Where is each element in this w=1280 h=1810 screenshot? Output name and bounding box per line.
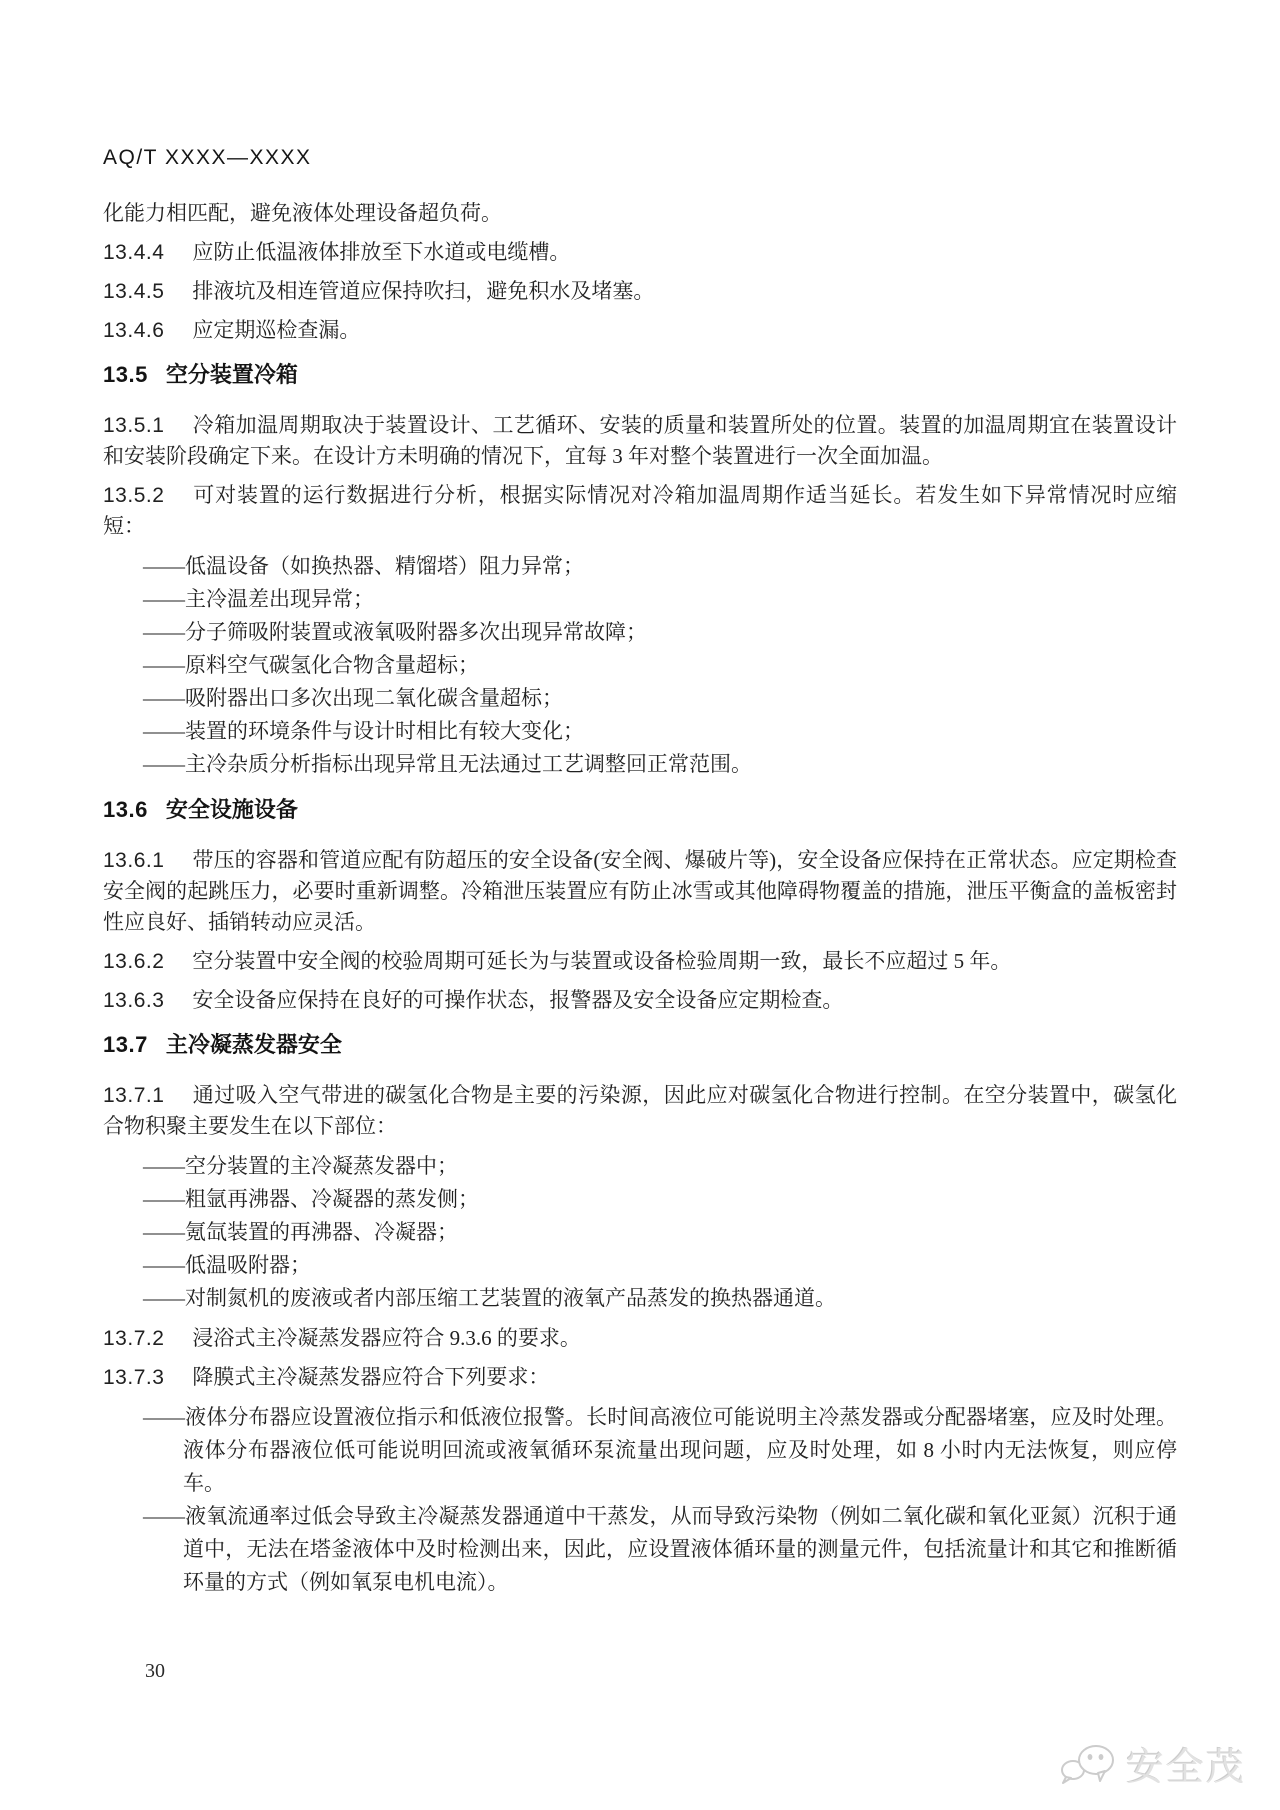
bullet-item: ——空分装置的主冷凝蒸发器中； — [143, 1154, 458, 1178]
clause-number: 13.6.2 — [103, 950, 165, 973]
bullet-list-13-7-3 — [103, 1401, 1177, 1599]
clause-13-6-2 — [103, 946, 1177, 977]
clause-text: 浸浴式主冷凝蒸发器应符合 9.3.6 的要求。 — [192, 1326, 581, 1350]
watermark-label: 安全茂 — [1125, 1747, 1246, 1789]
clause-number: 13.6.1 — [103, 849, 165, 872]
clause-number: 13.7.2 — [103, 1327, 165, 1350]
bullet-item: ——低温设备（如换热器、精馏塔）阻力异常； — [143, 554, 584, 578]
clause-text: 应定期巡检查漏。 — [192, 318, 361, 342]
clause-13-7-3 — [103, 1362, 1177, 1393]
clause-text: 安全设备应保持在良好的可操作状态，报警器及安全设备应定期检查。 — [192, 988, 844, 1012]
section-title: 空分装置冷箱 — [165, 362, 298, 387]
bullet-list-13-5-2 — [103, 550, 1177, 781]
wechat-chat-bubbles-icon — [1060, 1740, 1118, 1788]
bullet-item: ——低温吸附器； — [143, 1253, 311, 1277]
clause-number: 13.7.3 — [103, 1366, 165, 1389]
bullet-item: ——吸附器出口多次出现二氧化碳含量超标； — [143, 686, 563, 710]
clause-text: 化能力相匹配，避免液体处理设备超负荷。 — [103, 201, 502, 225]
clause-text: 冷箱加温周期取决于装置设计、工艺循环、安装的质量和装置所处的位置。装置的加温周期宜在装置设计和安装阶段确定下来。在设计方未明确的情况下，宜每 3 年对整个装置进行一次全面加温。 — [103, 413, 1177, 468]
clause-number: 13.7.1 — [103, 1084, 165, 1107]
clause-text: 带压的容器和管道应配有防超压的安全设备(安全阀、爆破片等)，安全设备应保持在正常状态。应定期检查安全阀的起跳压力，必要时重新调整。冷箱泄压装置应有防止冰雪或其他障碍物覆盖的措施，泄压平衡盒的盖板密封性应良好、插销转动应灵活。 — [103, 848, 1177, 934]
section-number: 13.5 — [103, 362, 148, 387]
section-title: 安全设施设备 — [165, 797, 298, 822]
paragraph-continuation — [103, 198, 1177, 229]
bullet-list-13-7-1 — [103, 1150, 1177, 1315]
doc-code: AQ/T XXXX—XXXX — [103, 146, 312, 169]
page-number: 30 — [145, 1660, 165, 1682]
clause-13-5-1 — [103, 410, 1177, 472]
section-heading-13-7 — [103, 1032, 1177, 1058]
bullet-item: ——主冷温差出现异常； — [143, 587, 374, 611]
clause-13-5-2 — [103, 480, 1177, 542]
section-heading-13-5 — [103, 362, 1177, 388]
bullet-item: ——分子筛吸附装置或液氧吸附器多次出现异常故障； — [143, 620, 647, 644]
clause-number: 13.5.1 — [103, 414, 165, 437]
clause-number: 13.4.4 — [103, 241, 165, 264]
clause-13-4-5 — [103, 276, 1177, 307]
clause-text: 应防止低温液体排放至下水道或电缆槽。 — [192, 240, 571, 264]
clause-text: 可对装置的运行数据进行分析，根据实际情况对冷箱加温周期作适当延长。若发生如下异常情况时应缩短： — [103, 483, 1177, 538]
clause-13-6-3 — [103, 985, 1177, 1016]
clause-number: 13.4.5 — [103, 280, 165, 303]
clause-13-7-2 — [103, 1323, 1177, 1354]
clause-13-4-6 — [103, 315, 1177, 346]
section-number: 13.7 — [103, 1032, 148, 1057]
clause-text: 通过吸入空气带进的碳氢化合物是主要的污染源，因此应对碳氢化合物进行控制。在空分装置中，碳氢化合物积聚主要发生在以下部位： — [103, 1083, 1177, 1138]
bullet-item: ——主冷杂质分析指标出现异常且无法通过工艺调整回正常范围。 — [143, 752, 752, 776]
clause-number: 13.4.6 — [103, 319, 165, 342]
clause-13-6-1 — [103, 845, 1177, 938]
clause-number: 13.6.3 — [103, 989, 165, 1012]
clause-text: 排液坑及相连管道应保持吹扫，避免积水及堵塞。 — [192, 279, 655, 303]
watermark — [1060, 1736, 1246, 1791]
clause-13-7-1 — [103, 1080, 1177, 1142]
bullet-item: ——液氧流通率过低会导致主冷凝蒸发器通道中干蒸发，从而导致污染物（例如二氧化碳和氧化亚氮）沉积于通道中，无法在塔釜液体中及时检测出来，因此，应设置液体循环量的测量元件，包括流量计和其它和推断循环量的方式（例如氧泵电机电流）。 — [143, 1504, 1177, 1594]
clause-number: 13.5.2 — [103, 484, 165, 507]
document-body — [103, 198, 1177, 1607]
clause-text: 降膜式主冷凝蒸发器应符合下列要求： — [192, 1365, 550, 1389]
clause-13-4-4 — [103, 237, 1177, 268]
clause-text: 空分装置中安全阀的校验周期可延长为与装置或设备检验周期一致，最长不应超过 5 年。 — [192, 949, 1012, 973]
section-title: 主冷凝蒸发器安全 — [165, 1032, 342, 1057]
bullet-item: ——装置的环境条件与设计时相比有较大变化； — [143, 719, 584, 743]
bullet-item: ——原料空气碳氢化合物含量超标； — [143, 653, 479, 677]
bullet-item: ——液体分布器应设置液位指示和低液位报警。长时间高液位可能说明主冷蒸发器或分配器堵塞，应及时处理。液体分布器液位低可能说明回流或液氧循环泵流量出现问题，应及时处理，如 8 小时内无法恢复，则应停车。 — [143, 1405, 1177, 1495]
bullet-item: ——粗氩再沸器、冷凝器的蒸发侧； — [143, 1187, 479, 1211]
section-heading-13-6 — [103, 797, 1177, 823]
bullet-item: ——对制氮机的废液或者内部压缩工艺装置的液氧产品蒸发的换热器通道。 — [143, 1286, 836, 1310]
bullet-item: ——氪氙装置的再沸器、冷凝器； — [143, 1220, 458, 1244]
section-number: 13.6 — [103, 797, 148, 822]
